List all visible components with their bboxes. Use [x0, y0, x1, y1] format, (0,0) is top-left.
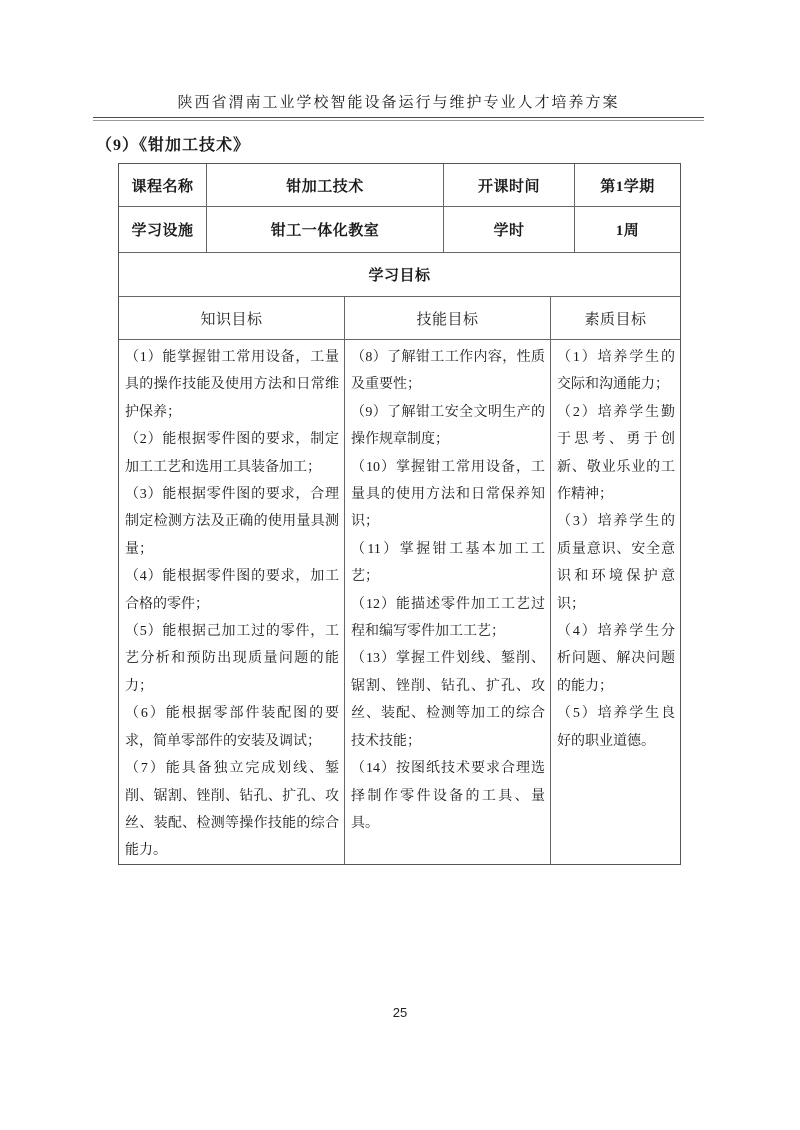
goal-item: （13）掌握工件划线、錾削、锯割、锉削、钻孔、扩孔、攻丝、装配、检测等加工的综合技术技能； — [351, 651, 545, 749]
goal-item: （9）了解钳工安全文明生产的操作规章制度； — [351, 404, 545, 448]
course-table — [118, 163, 681, 865]
goal-item: （10）掌握钳工常用设备，工量具的使用方法和日常保养知识； — [351, 459, 545, 530]
goal-item: （4）能根据零件图的要求，加工合格的零件； — [125, 569, 339, 612]
course-name-value: 钳加工技术 — [207, 164, 444, 207]
course-name-label: 课程名称 — [119, 164, 207, 207]
goal-body-row — [119, 340, 680, 864]
header-divider — [93, 117, 704, 121]
goal-item: （3）培养学生的质量意识、安全意识和环境保护意识； — [557, 514, 675, 612]
goal-item: （5）能根据己加工过的零件，工艺分析和预防出现质量问题的能力； — [125, 624, 339, 694]
goal-header-quality: 素质目标 — [551, 297, 680, 340]
goal-item: （7）能具备独立完成划线、錾削、锯割、锉削、钻孔、扩孔、攻丝、装配、检测等操作技能的综合能力。 — [125, 761, 339, 859]
start-time-value: 第1学期 — [575, 164, 680, 207]
goal-item: （2）培养学生勤于思考、勇于创新、敬业乐业的工作精神； — [557, 404, 675, 503]
hours-label: 学时 — [444, 207, 575, 253]
goal-item: （3）能根据零件图的要求，合理制定检测方法及正确的使用量具测量； — [125, 487, 339, 557]
page-header: 陕西省渭南工业学校智能设备运行与维护专业人才培养方案 — [177, 95, 620, 111]
goal-header-skill: 技能目标 — [345, 297, 551, 340]
facility-label: 学习设施 — [119, 207, 207, 253]
goal-header-row — [119, 297, 680, 340]
goal-item: （8）了解钳工工作内容，性质及重要性； — [351, 350, 545, 393]
facility-value: 钳工一体化教室 — [207, 207, 444, 253]
start-time-label: 开课时间 — [444, 164, 575, 207]
page-number: 25 — [392, 1005, 408, 1020]
goal-column-quality — [551, 340, 680, 864]
goals-title: 学习目标 — [119, 253, 680, 297]
goal-column-knowledge — [119, 340, 345, 864]
goal-item: （2）能根据零件图的要求，制定加工工艺和选用工具装备加工； — [125, 432, 339, 475]
hours-value: 1周 — [575, 207, 680, 253]
goal-header-knowledge: 知识目标 — [119, 297, 345, 340]
goal-item: （1）培养学生的交际和沟通能力； — [557, 350, 675, 393]
goal-item: （12）能描述零件加工工艺过程和编写零件加工工艺； — [351, 596, 545, 640]
section-title: （9）《钳加工技术》 — [96, 137, 251, 154]
goal-item: （11）掌握钳工基本加工工艺； — [351, 541, 545, 585]
goal-item: （4）培养学生分析问题、解决问题的能力； — [557, 624, 675, 694]
course-info-rows — [119, 164, 680, 253]
goal-item: （1）能掌握钳工常用设备，工量具的操作技能及使用方法和日常维护保养； — [125, 350, 339, 420]
goal-item: （6）能根据零部件装配图的要求，简单零部件的安装及调试； — [125, 706, 339, 749]
goal-item: （5）培养学生良好的职业道德。 — [557, 706, 675, 749]
goal-item: （14）按图纸技术要求合理选择制作零件设备的工具、量具。 — [351, 761, 545, 831]
goal-column-skill — [345, 340, 551, 864]
